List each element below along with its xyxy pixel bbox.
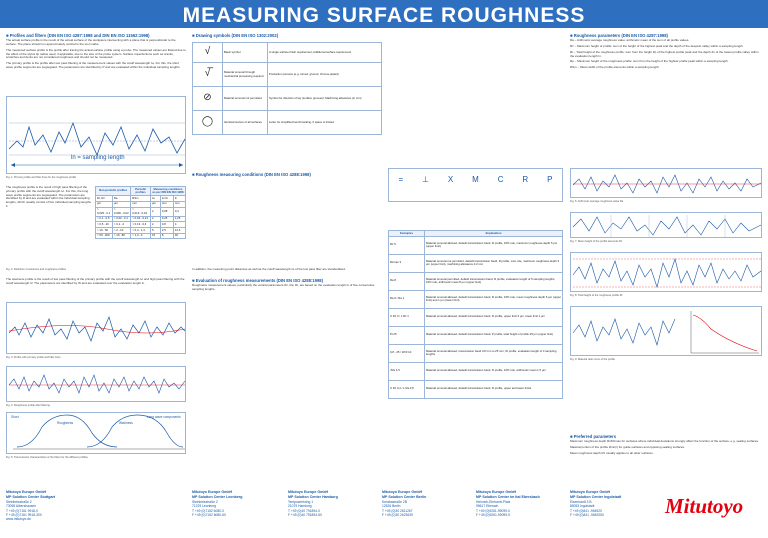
footer-line: 85053 Ingolstadt [570, 504, 595, 509]
lay-perpendicular-icon: ⊥ [422, 175, 429, 184]
table-cell: 0,8 [160, 222, 173, 228]
table-row [389, 236, 563, 254]
footer-line: F +49 (0)40 791894-50 [288, 513, 322, 517]
all-surfaces-icon: ◯ [193, 111, 223, 135]
example-symbol: U Rz 3,2 / L Ra 0,8 [389, 380, 425, 398]
paragraph: RSm – Mean width of the profile elements within a sampling length. [570, 65, 660, 69]
table-col-label: λc=lr [160, 196, 173, 202]
example-symbol: 0,8 - 25 / Wz3 10 [389, 344, 425, 362]
footer-center: MP Solution Center Leonberg [192, 494, 243, 499]
footer-line: F +49 (0)30 2623639 [382, 513, 413, 517]
table-cell: Symbol for direction of lay (surface grooves); Machining allowance (in mm) [268, 87, 382, 111]
table-unit: mm [131, 201, 151, 207]
footer-address [382, 490, 472, 517]
example-symbol: U Rz 3 / L Rz 1 [389, 308, 425, 326]
figure-roughness-profile [6, 366, 186, 402]
paragraph: Material portion of the profile Rmr(c) for guide surfaces and opposing sealing surfaces. [570, 445, 685, 449]
filter-label: Roughness [57, 421, 74, 425]
lay-particulate-icon: P [547, 175, 553, 184]
table-cell: > 0,013...0,04 [131, 207, 151, 216]
table-cell: > 0,4...1,3 [131, 228, 151, 234]
basic-symbol-icon: √ [193, 43, 223, 63]
measuring-conditions-table [95, 186, 186, 239]
preferred-parameters-section [570, 434, 762, 458]
table-cell: 2 [150, 222, 160, 228]
right-column [570, 33, 762, 72]
paragraph: The primary profile is the profile after low pass filtering of the measurement values with the cutoff wavelength λs. For this, the short wave profile segments are segregated. The parameters are identified by P and are evaluated within the individual sampling lengths. [6, 61, 181, 69]
figure-primary-profile [6, 302, 186, 354]
example-symbol: Rz 5 [389, 236, 425, 254]
footer-line: 12526 Berlin [382, 504, 401, 509]
table-row [193, 111, 382, 135]
middle-column [192, 33, 382, 39]
section-heading-parameters: ■ Roughness parameters (DIN EN ISO 4287:1998) [570, 33, 762, 38]
examples-table [388, 230, 563, 399]
footer-center: MP Solution Center Stuttgart [6, 494, 56, 499]
figure-sampling-length [6, 96, 186, 174]
table-row [96, 233, 186, 239]
paragraph: The measured surface profile is the profile after tracing the actual surface profile using a probe. The measured values are filtered due to the effect of the stylus tip radius used, if applicable, due to the size of the probe system. Surface imperfections such as cracks, scratches and dents are not considered roughness and should not be measured. [6, 47, 186, 60]
example-symbol: Rzmax 3 [389, 254, 425, 272]
footer-line: 73095 Albershausen [6, 504, 37, 509]
footer-line: 21079 Hamburg [288, 504, 312, 509]
figure-caption: Fig. 3: Profile with primary profile and filter lines [6, 356, 61, 359]
table-cell: 0,08 [160, 207, 173, 216]
table-cell: Identical texture of all surfaces [223, 111, 268, 135]
footer-line: T +49 (0)7161 9918-0 [6, 508, 38, 513]
footer-company: Mitutoyo Europe GmbH [382, 490, 423, 494]
table-row [96, 207, 186, 216]
table-cell: 0,4 [173, 207, 185, 216]
filter-label: Waviness [119, 421, 133, 425]
footer-address [288, 490, 378, 517]
table-cell: > 0,04...0,13 [131, 216, 151, 222]
lay-direction-symbols [388, 168, 563, 202]
example-symbol: Ra 8 [389, 272, 425, 290]
table-unit: mm [160, 201, 173, 207]
footer-center: MP Solution Center Im Ital Ebersbach [476, 494, 540, 499]
table-cell: 2,5 [160, 228, 173, 234]
figure-caption: Fig. 8: Total height of the roughness profile Rt [570, 294, 623, 297]
figure-caption: Fig. 4: Roughness profile after filtering [6, 404, 50, 407]
paragraph: Rp – Maximum height of the roughness profile: sum from the height of the highest profile peak within a sampling length. [570, 59, 729, 64]
figure-rz [570, 212, 762, 238]
footer-line: Heinrich-Ehrhardt-Platz [476, 499, 511, 504]
table-unit: µm [96, 201, 113, 207]
table-header: Non-periodic profiles [96, 187, 131, 196]
footer-company: Mitutoyo Europe GmbH [476, 490, 517, 494]
roughness-profile-graphic [7, 367, 187, 403]
table-cell: Material removal not permitted [223, 87, 268, 111]
footer-center: MP Solution Center Hamburg [288, 494, 338, 499]
table-col-label: ln [173, 196, 185, 202]
table-header: Explanation [425, 231, 563, 237]
footer-line: T +49 (0)30 2611267 [382, 508, 413, 513]
footer-line: Eisenhardt 3 B [570, 499, 592, 504]
table-unit: µm [112, 201, 130, 207]
table-row [389, 254, 563, 272]
table-header: Measuring conditions as per DIN EN ISO 4288 [152, 186, 184, 195]
footer-address [476, 490, 566, 517]
figure-ra [570, 168, 762, 198]
figure-rt [570, 252, 762, 292]
logo-text: Mitutoyo [665, 494, 744, 518]
table-row [389, 290, 563, 308]
table-row [193, 63, 382, 87]
table-cell: Production process (e.g. turned, ground, chrome-plated) [268, 63, 382, 87]
footer-line: Kerabastraße 2B [382, 499, 407, 504]
paragraph: Maximum roughness depth Rz/Rzmax for surfaces where individual deviations strongly affect the function of the surface, e.g. sealing surfaces. [570, 439, 759, 444]
figure-caption: Fig. 1: Primary profile and filter lines for the roughness profile [6, 176, 77, 179]
table-cell: Material removal through mechanical processing required [223, 63, 268, 87]
table-cell: 4 [173, 222, 185, 228]
primary-profile-graphic [7, 303, 187, 355]
footer-line: 95617 Eberach [476, 504, 499, 509]
footer-address [6, 490, 106, 522]
table-cell: 15 [150, 233, 160, 239]
sampling-length-label: ln = sampling length [71, 155, 125, 161]
figure-caption: Fig. 9: Material ratio curve of the profile [570, 358, 615, 361]
filter-label: Long wave components [147, 415, 181, 419]
example-text: Material removal allowed, default transmission band, R profile, upper limit 3 µm, lower limit 1 µm [425, 308, 563, 326]
table-cell: > 0,1...2 [112, 222, 130, 228]
lay-crossed-icon: X [447, 175, 454, 184]
example-symbol: √Ra 1,5 [389, 362, 425, 380]
table-cell: 12,5 [173, 228, 185, 234]
rz-profile-graphic [571, 213, 763, 239]
title-banner [0, 0, 768, 28]
drawing-symbols-table [192, 42, 382, 135]
footer-center: MP Solution Center Ingolstadt [570, 494, 622, 499]
footer-line: Tempowerkring 1 [288, 499, 314, 504]
paragraph: Roughness measurement values, particularly the vertical parameters Rz, Ra, Rt, are based on the evaluation length ln of five consecutive sampling lengths. [192, 283, 375, 291]
example-text: Material removal not permitted, default transmission band, R profile, max rule, maximum roughness depth 3 µm (upper limit), machining allowance 0.2 mm [425, 254, 563, 272]
table-cell: > 0,006...0,02 [112, 207, 130, 216]
figure-caption: Fig. 5: Transmission characteristics of the filters for the different profiles [6, 456, 88, 459]
page-title: MEASURING SURFACE ROUGHNESS [182, 4, 586, 27]
figure-caption: Fig. 2: Definition of waviness and roughness profiles [6, 268, 66, 271]
table-cell: > 0,1...0,5 [96, 216, 113, 222]
table-cell: > 0,13...0,4 [131, 222, 151, 228]
table-cell: > 0,025...0,1 [96, 207, 113, 216]
material-ratio-graphic [571, 307, 763, 357]
lay-radial-icon: R [522, 175, 529, 184]
example-text: Material removal permitted, default transmission band, R profile, evaluation length of 5 sampling lengths, 16% rule, arithmetic mean 8 µm (upper limit) [425, 272, 563, 290]
table-cell: A single surface finish requirement; Additional surface requirement [268, 43, 382, 63]
table-cell: > 50...200 [96, 233, 113, 239]
rough-profile-graphic [7, 97, 187, 175]
evaluation-section [192, 278, 382, 294]
footer-company: Mitutoyo Europe GmbH [570, 490, 611, 494]
paragraph: Rz – Maximum height of profile: sum of the height of the highest peak and the depth of the deepest valley within a sampling length. [570, 44, 744, 48]
example-text: Material removal allowed, default transmission band, R profile, 16% rule, maximum roughness depth 5 µm (upper limit) [425, 236, 563, 254]
table-header: Examples [389, 231, 425, 237]
example-text: Material removal allowed, transmission band 0.8 mm to 25 mm, W profile, evaluation length of 3 sampling lengths [425, 344, 563, 362]
left-column [6, 33, 186, 72]
filter-label: Short [11, 415, 19, 419]
table-row [389, 272, 563, 290]
table-header: Periodic profiles [131, 187, 151, 196]
paragraph: Rt – Total height of the roughness profile: sum from the height Zp of the highest profile peak and the depth Zv of the lowest profile valley within the evaluation length ln. [570, 49, 759, 58]
paragraph: The actual surface profile is the result of the actual surface of the workpiece intersecting with a plane that is perpendicular to the surface. The plane should run approximately vertical to the tool marks. [6, 38, 176, 46]
table-cell: 2 [150, 216, 160, 222]
footer-line: Steinbeisstraße 2 [192, 499, 218, 504]
table-cell: 1,25 [173, 216, 185, 222]
footer-address [570, 490, 660, 517]
table-col-label: Rt, Rz [96, 196, 113, 202]
section-heading-preferred: ■ Preferred parameters [570, 434, 762, 439]
table-unit: µm [150, 201, 160, 207]
footer-line: T +49 (0)841 -954920 [570, 508, 602, 513]
lay-parallel-icon: = [398, 175, 404, 184]
table-cell: 8 [160, 233, 173, 239]
table-row [193, 43, 382, 63]
table-cell: 5 [150, 228, 160, 234]
lay-multidirectional-icon: M [472, 175, 479, 184]
section-heading-symbols: ■ Drawing symbols (DIN EN ISO 1302:2002) [192, 33, 382, 38]
paragraph: Ra – Arithmetic average roughness value: arithmetic mean of the sum of all profile values. [570, 38, 690, 43]
paragraph: Mean roughness depth Rz usually applies to all other surfaces. [570, 450, 654, 455]
table-row [389, 344, 563, 362]
footer-company: Mitutoyo Europe GmbH [288, 490, 329, 494]
paragraph: The roughness profile is the result of high pass filtering of the primary profile with the cutoff wavelength λc. For this, the long wave profile segments are segregated. The parameters are identified by R and are evaluated within the individual sampling lengths, which usually consist of five individual sampling lengths lr. [6, 185, 91, 208]
example-text: Material removal allowed, default transmission band, R profile, 16% rule, arithmetic mean 1.5 µm [425, 362, 563, 380]
rt-profile-graphic [571, 253, 763, 293]
figure-material-ratio [570, 306, 762, 356]
example-text: Material removal allowed, default transmission band, P profile, total height of profile 25 µm (upper limit) [425, 326, 563, 344]
example-text: Material removal allowed, default transmission band, R profile, 16% rule, mean roughness depth 6 µm (upper limit) and 1 µm (lower limit) [425, 290, 563, 308]
footer-line: Steinbeisstraße 2 [6, 499, 32, 504]
footer-line: F +49 (0)841 -9549250 [570, 513, 604, 517]
table-cell: > 1,3...4 [131, 233, 151, 239]
footer-line: F +49 (0)9261-99099-9 [476, 513, 510, 517]
table-cell: > 0,5...10 [96, 222, 113, 228]
footer-website[interactable]: www.mitutoyo.de [6, 517, 31, 522]
mitutoyo-logo [665, 493, 763, 525]
table-row [389, 308, 563, 326]
footer-company: Mitutoyo Europe GmbH [192, 490, 233, 494]
measuring-conditions-section [192, 172, 382, 178]
removal-not-permitted-icon: ⊘ [193, 87, 223, 111]
footer-line: T +49 (0)9261-99099-0 [476, 508, 510, 513]
lay-circular-icon: C [497, 175, 504, 184]
footer-center: MP Solution Center Berlin [382, 494, 427, 499]
table-cell: 2 [150, 207, 160, 216]
table-row [389, 326, 563, 344]
example-text: Material removal allowed, default transmission band, R profile, upper and lower limits [425, 380, 563, 398]
footer-line: T +49 (0)7152 6080-0 [192, 508, 224, 513]
filter-curves-graphic [7, 413, 187, 455]
table-row [389, 362, 563, 380]
footer-line: F +49 (0)7152 6080-60 [192, 513, 226, 517]
footer-line: T +49 (0)40 791894-0 [288, 508, 320, 513]
figure-caption: Fig. 7: Mean height of the profile elements Rz [570, 240, 623, 243]
figure-caption: Fig. 6: Arithmetic average roughness value Ra [570, 200, 624, 203]
removal-required-icon: √̅ [193, 63, 223, 87]
table-cell: > 0,02...0,1 [112, 216, 130, 222]
table-row [389, 380, 563, 398]
table-unit: mm [173, 201, 185, 207]
table-cell: > 2...10 [112, 228, 130, 234]
paragraph: In addition, the measuring point distances as well as the cutoff wavelength λs of the low pass filter are standardised. [192, 267, 346, 271]
table-col-label: Ra [112, 196, 130, 202]
footer-company: Mitutoyo Europe GmbH [6, 490, 47, 494]
section-heading-evaluation: ■ Evaluation of roughness measurements (DIN EN ISO 4288:1998) [192, 278, 382, 283]
section-heading-profiles: ■ Profiles and filters (DIN EN ISO 4287:1998 and DIN EN ISO 11562:1998) [6, 33, 186, 38]
table-cell: > 10...50 [96, 228, 113, 234]
table-cell: Basic symbol [223, 43, 268, 63]
table-col-label: RSm [131, 196, 151, 202]
table-row [193, 87, 382, 111]
figure-filter-transmission [6, 412, 186, 454]
table-cell: Letter for simplified benchmarking, if space is limited [268, 111, 382, 135]
table-col-label: λs [150, 196, 160, 202]
footer-address [192, 490, 282, 517]
table-cell: 0,25 [160, 216, 173, 222]
footer-line: 71229 Leonberg [192, 504, 217, 509]
footer-line: F +49 (0)7161 9918-300 [6, 513, 42, 517]
paragraph: The waviness profile is the result of low pass filtering of the primary profile with the cutoff wavelength λc and high pass filtering with the cutoff wavelength λf. The parameters are identified by W and are evaluated over the evaluation length ln. [6, 277, 185, 285]
table-cell: > 10...80 [112, 233, 130, 239]
section-heading-conditions: ■ Roughness measuring conditions (DIN EN ISO 4288:1998) [192, 172, 382, 177]
table-cell: 40 [173, 233, 185, 239]
ra-profile-graphic [571, 169, 763, 199]
example-symbol: Ra 6 / Ra 1 [389, 290, 425, 308]
example-symbol: Pt 25 [389, 326, 425, 344]
